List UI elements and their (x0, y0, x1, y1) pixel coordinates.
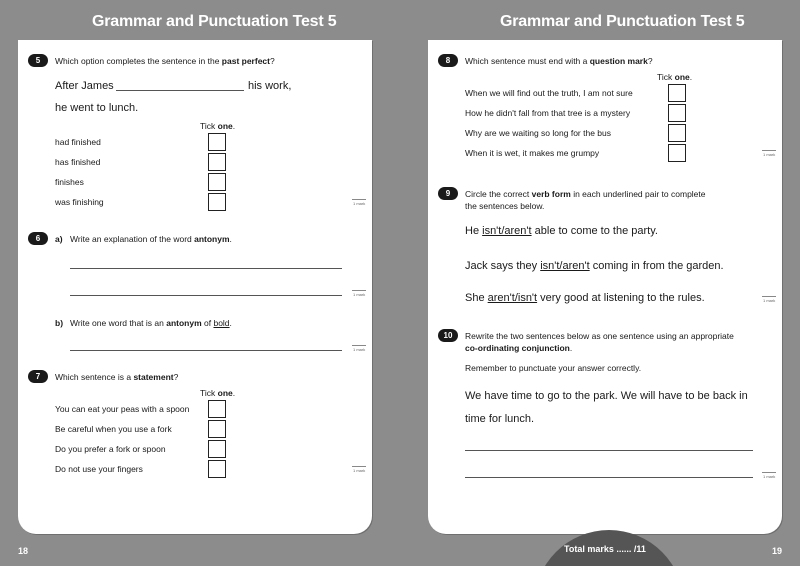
question-9-number: 9 (438, 187, 458, 200)
question-7-mark-line (352, 466, 366, 467)
question-8-tick-label: Tick one. (657, 72, 693, 82)
question-6a-mark: 1 mark (353, 292, 366, 297)
question-7-tick-box-2[interactable] (208, 420, 226, 438)
question-5-mark: 1 mark (353, 201, 366, 206)
right-page-number: 19 (772, 546, 783, 556)
question-8-prompt: Which sentence must end with a question mark? (465, 56, 653, 66)
question-8-option-4: When it is wet, it makes me grumpy (465, 148, 600, 158)
question-8-tick-box-1[interactable] (668, 84, 686, 102)
question-6b-mark-line (352, 345, 366, 346)
question-5-mark-line (352, 199, 366, 200)
question-9-prompt-line-2: the sentences below. (465, 201, 545, 211)
question-5-tick-label: Tick one. (200, 121, 236, 131)
question-5-sentence-mid: his work, (248, 80, 292, 92)
question-8-mark: 1 mark (763, 152, 776, 157)
total-marks: Total marks ...... /11 (564, 544, 646, 554)
question-9-sentence-1: He isn't/aren't able to come to the party. (465, 225, 658, 237)
question-8-option-2: How he didn't fall from that tree is a mystery (465, 108, 631, 118)
question-8-tick-box-3[interactable] (668, 124, 686, 142)
left-page-card (18, 40, 372, 534)
question-5-prompt: Which option completes the sentence in the past perfect? (55, 56, 275, 66)
question-6a-label: a) (55, 234, 63, 244)
question-10-prompt: Rewrite the two sentences below as one sentence using an appropriate (465, 331, 734, 341)
question-6b-label: b) (55, 318, 64, 328)
question-5-tick-box-3[interactable] (208, 173, 226, 191)
question-5-option-3: finishes (55, 177, 84, 187)
question-9-mark: 1 mark (763, 298, 776, 303)
question-10-prompt-line-2: co-ordinating conjunction. (465, 343, 573, 353)
left-page-number: 18 (18, 546, 29, 556)
question-5-sentence-end: he went to lunch. (55, 102, 139, 114)
question-6a-prompt: Write an explanation of the word antonym. (70, 234, 232, 244)
question-9-choice-2[interactable]: isn't/aren't (540, 260, 590, 272)
question-5-tick-box-2[interactable] (208, 153, 226, 171)
question-7-tick-box-3[interactable] (208, 440, 226, 458)
question-8-option-1: When we will find out the truth, I am not sure (465, 88, 633, 98)
question-9-choice-1[interactable]: isn't/aren't (482, 225, 532, 237)
question-10-mark-line (762, 472, 776, 473)
right-page (400, 0, 800, 566)
question-6a-answer-line-1[interactable] (70, 268, 342, 269)
left-page-title: Grammar and Punctuation Test 5 (92, 13, 337, 30)
question-6a-answer-line-2[interactable] (70, 295, 342, 296)
question-10-sentence-line-1: We have time to go to the park. We will have to be back in (465, 390, 748, 402)
question-7-option-2: Be careful when you use a fork (55, 424, 172, 434)
question-9-prompt: Circle the correct verb form in each underlined pair to complete (465, 189, 706, 199)
question-10-answer-line-1[interactable] (465, 450, 753, 451)
question-7-option-3: Do you prefer a fork or spoon (55, 444, 166, 454)
question-7-mark: 1 mark (353, 468, 366, 473)
question-8-number: 8 (438, 54, 458, 67)
question-9-mark-line (762, 296, 776, 297)
question-7-tick-box-1[interactable] (208, 400, 226, 418)
question-9-sentence-3: She aren't/isn't very good at listening to the rules. (465, 292, 705, 304)
question-7-tick-label: Tick one. (200, 388, 236, 398)
question-10-sentence-line-2: time for lunch. (465, 413, 535, 425)
question-8-option-3: Why are we waiting so long for the bus (465, 128, 611, 138)
right-page-title: Grammar and Punctuation Test 5 (500, 13, 745, 30)
question-6b-prompt: Write one word that is an antonym of bold. (70, 318, 232, 328)
question-5-option-4: was finishing (55, 197, 104, 207)
question-7-option-1: You can eat your peas with a spoon (55, 404, 190, 414)
question-9-sentence-2: Jack says they isn't/aren't coming in from the garden. (465, 260, 724, 272)
question-7-tick-box-4[interactable] (208, 460, 226, 478)
question-5-blank-line (116, 90, 244, 91)
question-5-option-1: had finished (55, 137, 101, 147)
question-6a-mark-line (352, 290, 366, 291)
question-5-tick-box-4[interactable] (208, 193, 226, 211)
question-7-number: 7 (28, 370, 48, 383)
question-5-option-2: has finished (55, 157, 101, 167)
question-8-tick-box-2[interactable] (668, 104, 686, 122)
question-8-tick-box-4[interactable] (668, 144, 686, 162)
question-7-prompt: Which sentence is a statement? (55, 372, 179, 382)
question-9-choice-3[interactable]: aren't/isn't (487, 292, 538, 304)
question-6-number: 6 (28, 232, 48, 245)
question-5-number: 5 (28, 54, 48, 67)
question-6b-answer-line[interactable] (70, 350, 342, 351)
question-10-mark: 1 mark (763, 474, 776, 479)
question-10-answer-line-2[interactable] (465, 477, 753, 478)
question-10-number: 10 (438, 329, 458, 342)
question-5-sentence-start: After James (55, 80, 114, 92)
question-5-tick-box-1[interactable] (208, 133, 226, 151)
question-8-mark-line (762, 150, 776, 151)
right-page-card (428, 40, 782, 534)
question-7-option-4: Do not use your fingers (55, 464, 143, 474)
question-6b-mark: 1 mark (353, 347, 366, 352)
question-10-reminder: Remember to punctuate your answer correctly. (465, 363, 642, 373)
